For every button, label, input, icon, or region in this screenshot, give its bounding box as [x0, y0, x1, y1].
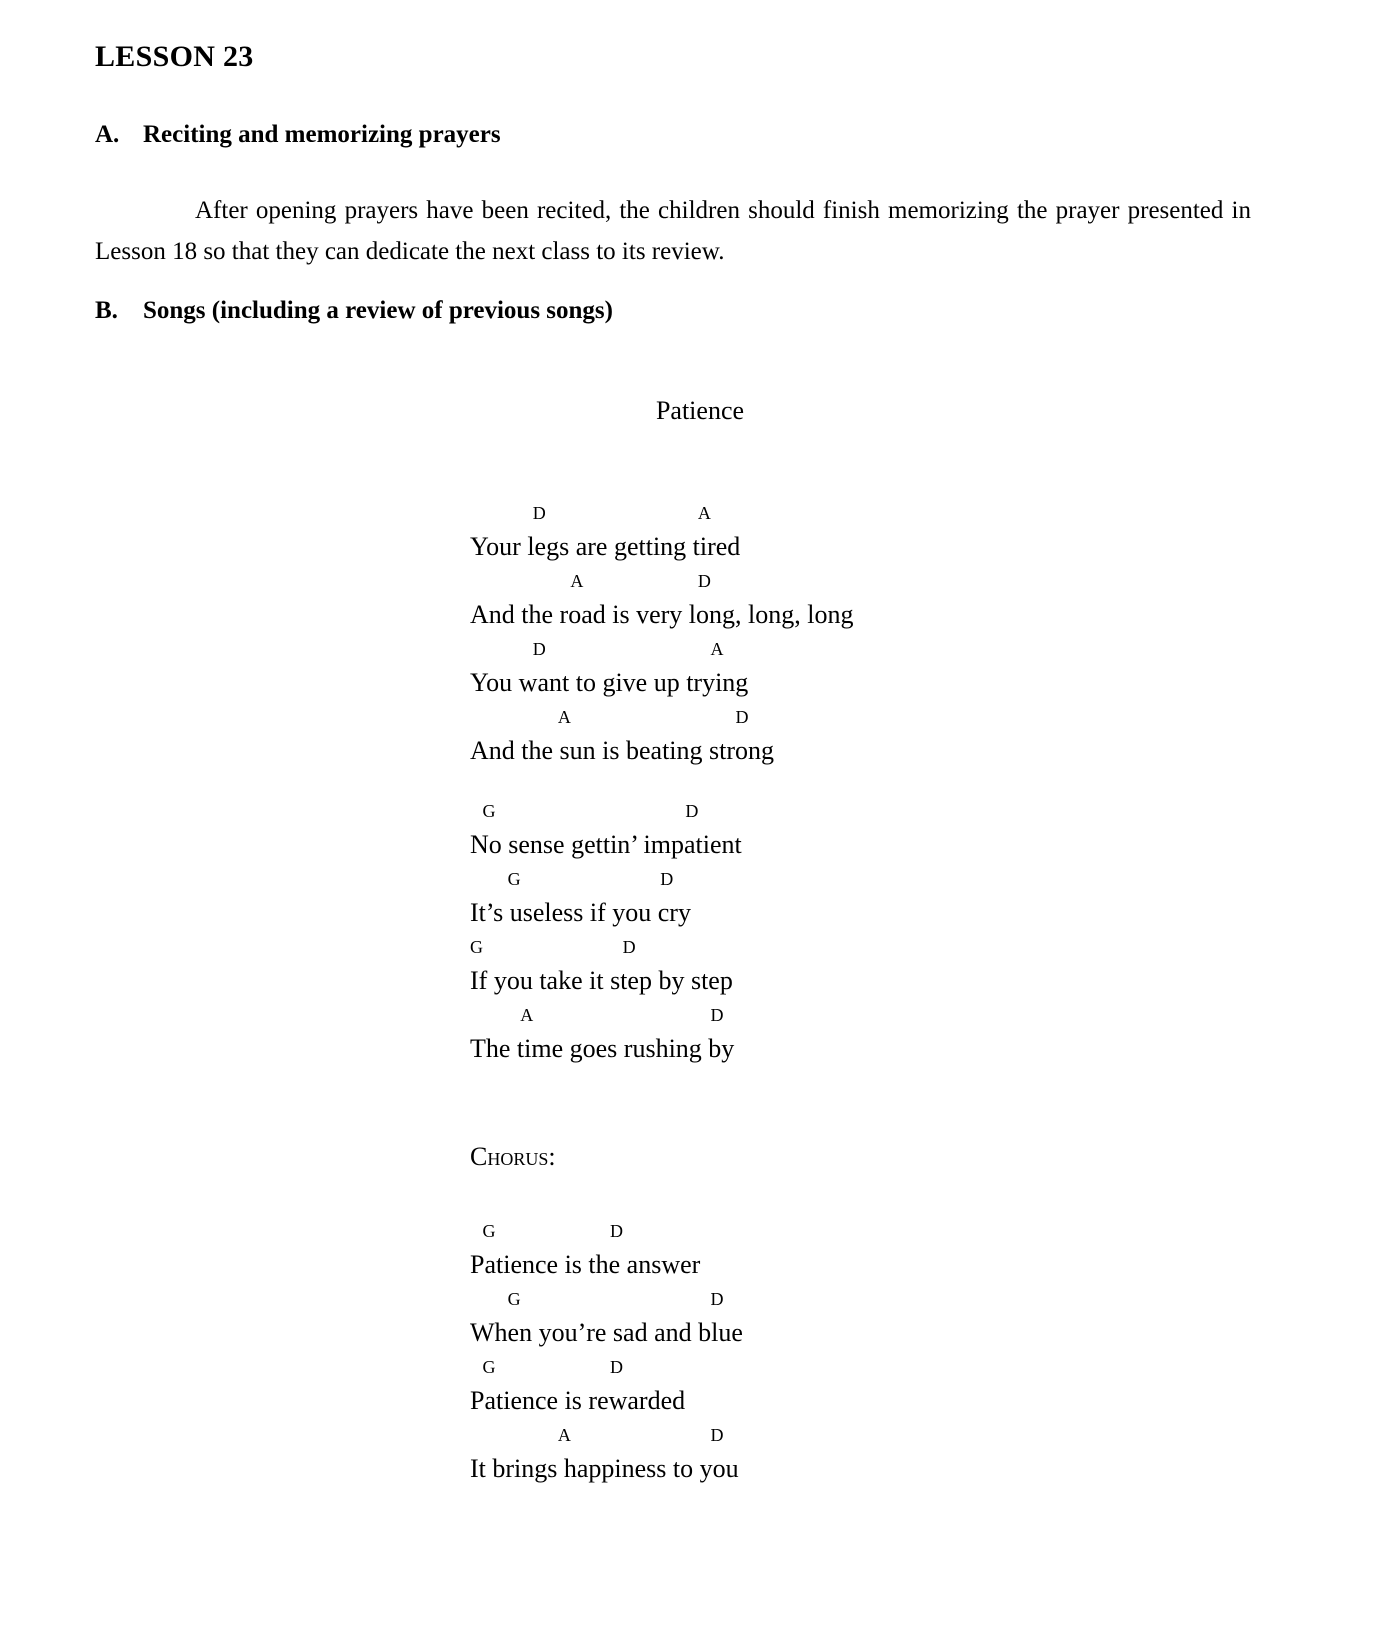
song-line [470, 1002, 1330, 1070]
song-line [470, 500, 1330, 568]
chord-row [470, 934, 1330, 960]
chord-a: A [570, 571, 584, 591]
chord-a: A [710, 639, 724, 659]
section-item-b [95, 297, 613, 325]
chorus-label: Chorus: [470, 1142, 556, 1171]
spacer [470, 1096, 1330, 1136]
chord-row [470, 1422, 1330, 1448]
section-label-a: Reciting and memorizing prayers [143, 121, 501, 148]
lyric-line: The time goes rushing by [470, 1034, 735, 1063]
chord-d: D [532, 639, 546, 659]
chord-d: D [685, 801, 699, 821]
chord-d: D [660, 869, 674, 889]
intro-paragraph: After opening prayers have been recited, the children should finish memorizing the prayer presented in Lesson 18 so that they can dedicate the next class to its review. [95, 197, 1251, 265]
chord-row [470, 866, 1330, 892]
song-line [470, 866, 1330, 934]
lyric-line: When you’re sad and blue [470, 1318, 743, 1347]
lyric-line: You want to give up trying [470, 668, 749, 697]
song-line [470, 636, 1330, 704]
chord-row [470, 1286, 1330, 1312]
chord-d: D [610, 1221, 624, 1241]
chord-row [470, 500, 1330, 526]
song-line [470, 1286, 1330, 1354]
lyric-line: If you take it step by step [470, 966, 733, 995]
song-stanza [470, 1218, 1330, 1490]
lyric-line: Your legs are getting tired [470, 532, 741, 561]
section-label-b: Songs (including a review of previous songs) [143, 297, 613, 324]
chord-d: D [697, 571, 711, 591]
song-line [470, 704, 1330, 772]
song-line [470, 1218, 1330, 1286]
chord-d: D [735, 707, 749, 727]
chord-g: G [507, 869, 521, 889]
chord-d: D [610, 1357, 624, 1377]
chord-a: A [557, 1425, 571, 1445]
lyric-line: It’s useless if you cry [470, 898, 691, 927]
song-title: Patience [655, 396, 745, 425]
chord-a: A [520, 1005, 534, 1025]
page-title: LESSON 23 [95, 40, 254, 73]
chord-row [470, 1002, 1330, 1028]
song-line [470, 1422, 1330, 1490]
chord-row [470, 704, 1330, 730]
song-stanza [470, 798, 1330, 1070]
chord-a: A [697, 503, 711, 523]
chord-row [470, 1218, 1330, 1244]
chord-row [470, 798, 1330, 824]
lyric-line: No sense gettin’ impatient [470, 830, 742, 859]
song-body [470, 500, 1330, 1516]
lyric-line: It brings happiness to you [470, 1454, 739, 1483]
section-marker-a: A. [95, 121, 120, 148]
chord-g: G [482, 1221, 496, 1241]
song-line [470, 1354, 1330, 1422]
lyric-line: And the road is very long, long, long [470, 600, 854, 629]
chord-g: G [482, 1357, 496, 1377]
chord-g: G [482, 801, 496, 821]
chord-d: D [710, 1289, 724, 1309]
spacer [470, 1178, 1330, 1218]
lyric-line: Patience is the answer [470, 1250, 701, 1279]
chord-g: G [507, 1289, 521, 1309]
song-line [470, 798, 1330, 866]
chord-d: D [710, 1005, 724, 1025]
chord-row [470, 568, 1330, 594]
chord-row [470, 636, 1330, 662]
song-line [470, 568, 1330, 636]
chord-row [470, 1354, 1330, 1380]
lyric-line: Patience is rewarded [470, 1386, 686, 1415]
song-line [470, 934, 1330, 1002]
chord-g: G [470, 937, 483, 957]
chord-d: D [710, 1425, 724, 1445]
song-stanza [470, 500, 1330, 772]
chord-d: D [532, 503, 546, 523]
section-item-a [95, 121, 501, 149]
chord-d: D [622, 937, 636, 957]
section-marker-b: B. [95, 297, 118, 324]
chord-a: A [557, 707, 571, 727]
song-stanzas [470, 500, 1330, 1490]
lyric-line: And the sun is beating strong [470, 736, 775, 765]
